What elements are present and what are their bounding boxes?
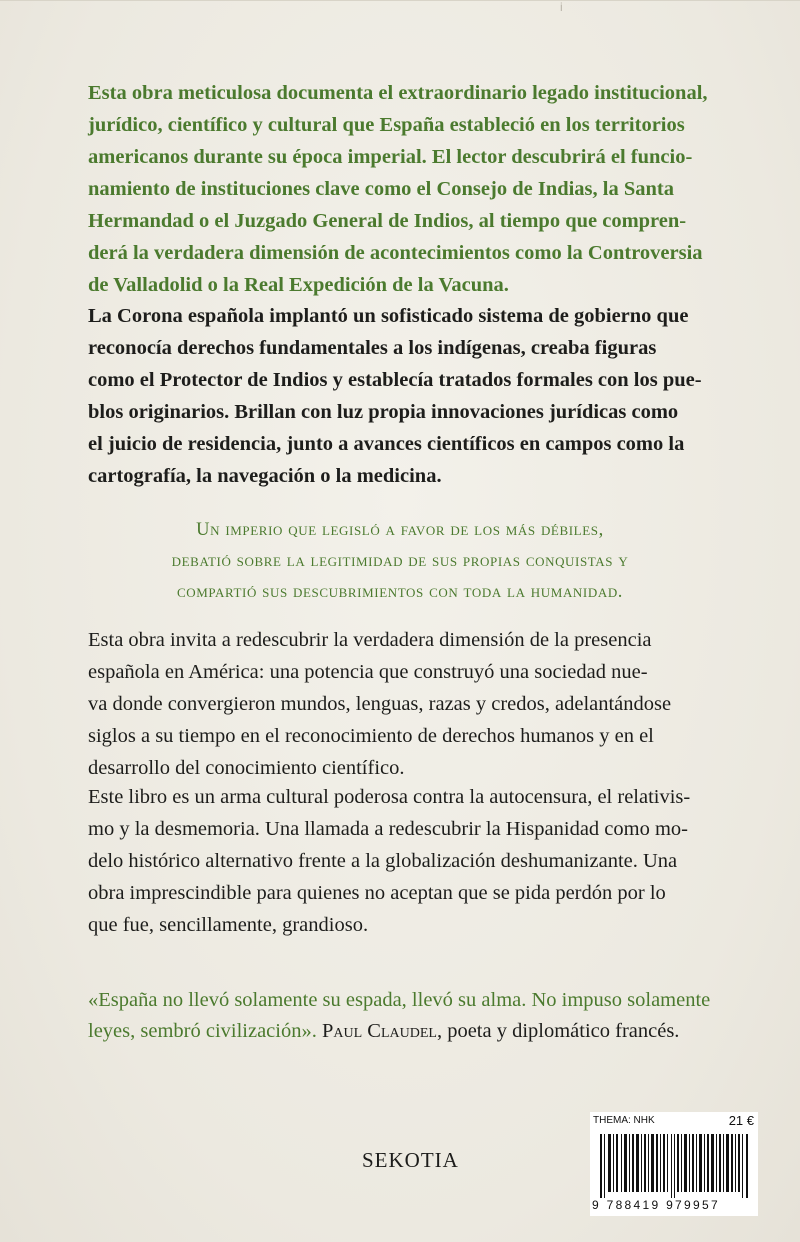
invitation-paragraph	[88, 624, 730, 784]
invitation-line: española en América: una potencia que construyó una sociedad nue-	[88, 661, 648, 683]
invitation-line: Esta obra invita a redescubrir la verdadera dimensión de la presencia	[88, 629, 652, 651]
top-edge	[0, 0, 800, 1]
intro-line: americanos durante su época imperial. El lector descubrirá el funcio-	[88, 146, 693, 168]
isbn-number: 9 788419 979957	[592, 1198, 720, 1212]
barcode-icon	[600, 1134, 750, 1198]
cultural-line: Este libro es un arma cultural poderosa contra la autocensura, el relativis-	[88, 786, 691, 808]
invitation-line: desarrollo del conocimiento científico.	[88, 757, 405, 779]
corona-line: La Corona española implantó un sofisticado sistema de gobierno que	[88, 305, 689, 327]
barcode-label	[590, 1112, 758, 1216]
highlight-line: debatió sobre la legitimidad de sus propias conquistas y	[171, 551, 629, 571]
highlight-quote	[60, 515, 740, 608]
price: 21 €	[728, 1113, 754, 1128]
quote-line: «España no llevó solamente su espada, llevó su alma. No impuso solamente	[88, 989, 711, 1011]
quote-author-description: , poeta y diplomático francés.	[436, 1020, 680, 1042]
corona-line: blos originarios. Brillan con luz propia innovaciones jurídicas como	[88, 401, 679, 423]
corona-line: como el Protector de Indios y establecía tratados formales con los pue-	[88, 369, 702, 391]
intro-line: Hermandad o el Juzgado General de Indios, al tiempo que compren-	[88, 210, 687, 232]
quote-author: Paul Claudel	[321, 1020, 437, 1042]
intro-line: namiento de instituciones clave como el Consejo de Indias, la Santa	[88, 178, 674, 200]
invitation-line: va donde convergieron mundos, lenguas, razas y credos, adelantándose	[88, 693, 672, 715]
publisher-logo: SEKOTIA	[362, 1148, 459, 1172]
cultural-line: obra imprescindible para quienes no aceptan que se pida perdón por lo	[88, 882, 666, 904]
intro-paragraph	[88, 77, 730, 301]
cultural-paragraph	[88, 781, 730, 941]
intro-line: derá la verdadera dimensión de acontecimientos como la Controversia	[88, 242, 703, 264]
cultural-line: mo y la desmemoria. Una llamada a redescubrir la Hispanidad como mo-	[88, 818, 688, 840]
cultural-line: que fue, sencillamente, grandioso.	[88, 914, 369, 936]
corona-line: cartografía, la navegación o la medicina.	[88, 465, 442, 487]
invitation-line: siglos a su tiempo en el reconocimiento de derechos humanos y en el	[88, 725, 654, 747]
top-mark: i	[560, 0, 563, 14]
highlight-line: compartió sus descubrimientos con toda la humanidad.	[176, 582, 624, 602]
intro-line: de Valladolid o la Real Expedición de la Vacuna.	[88, 274, 509, 296]
thema-code: THEMA: NHK	[593, 1115, 655, 1126]
claudel-quote	[88, 985, 748, 1047]
intro-line: Esta obra meticulosa documenta el extraordinario legado institucional,	[88, 82, 708, 104]
corona-line: el juicio de residencia, junto a avances científicos en campos como la	[88, 433, 685, 455]
intro-line: jurídico, científico y cultural que España estableció en los territorios	[88, 114, 685, 136]
corona-line: reconocía derechos fundamentales a los indígenas, creaba figuras	[88, 337, 657, 359]
cultural-line: delo histórico alternativo frente a la globalización deshumanizante. Una	[88, 850, 678, 872]
highlight-line: Un imperio que legisló a favor de los más débiles,	[196, 520, 604, 540]
corona-paragraph	[88, 300, 730, 492]
quote-line-end: leyes, sembró civilización».	[88, 1020, 317, 1042]
